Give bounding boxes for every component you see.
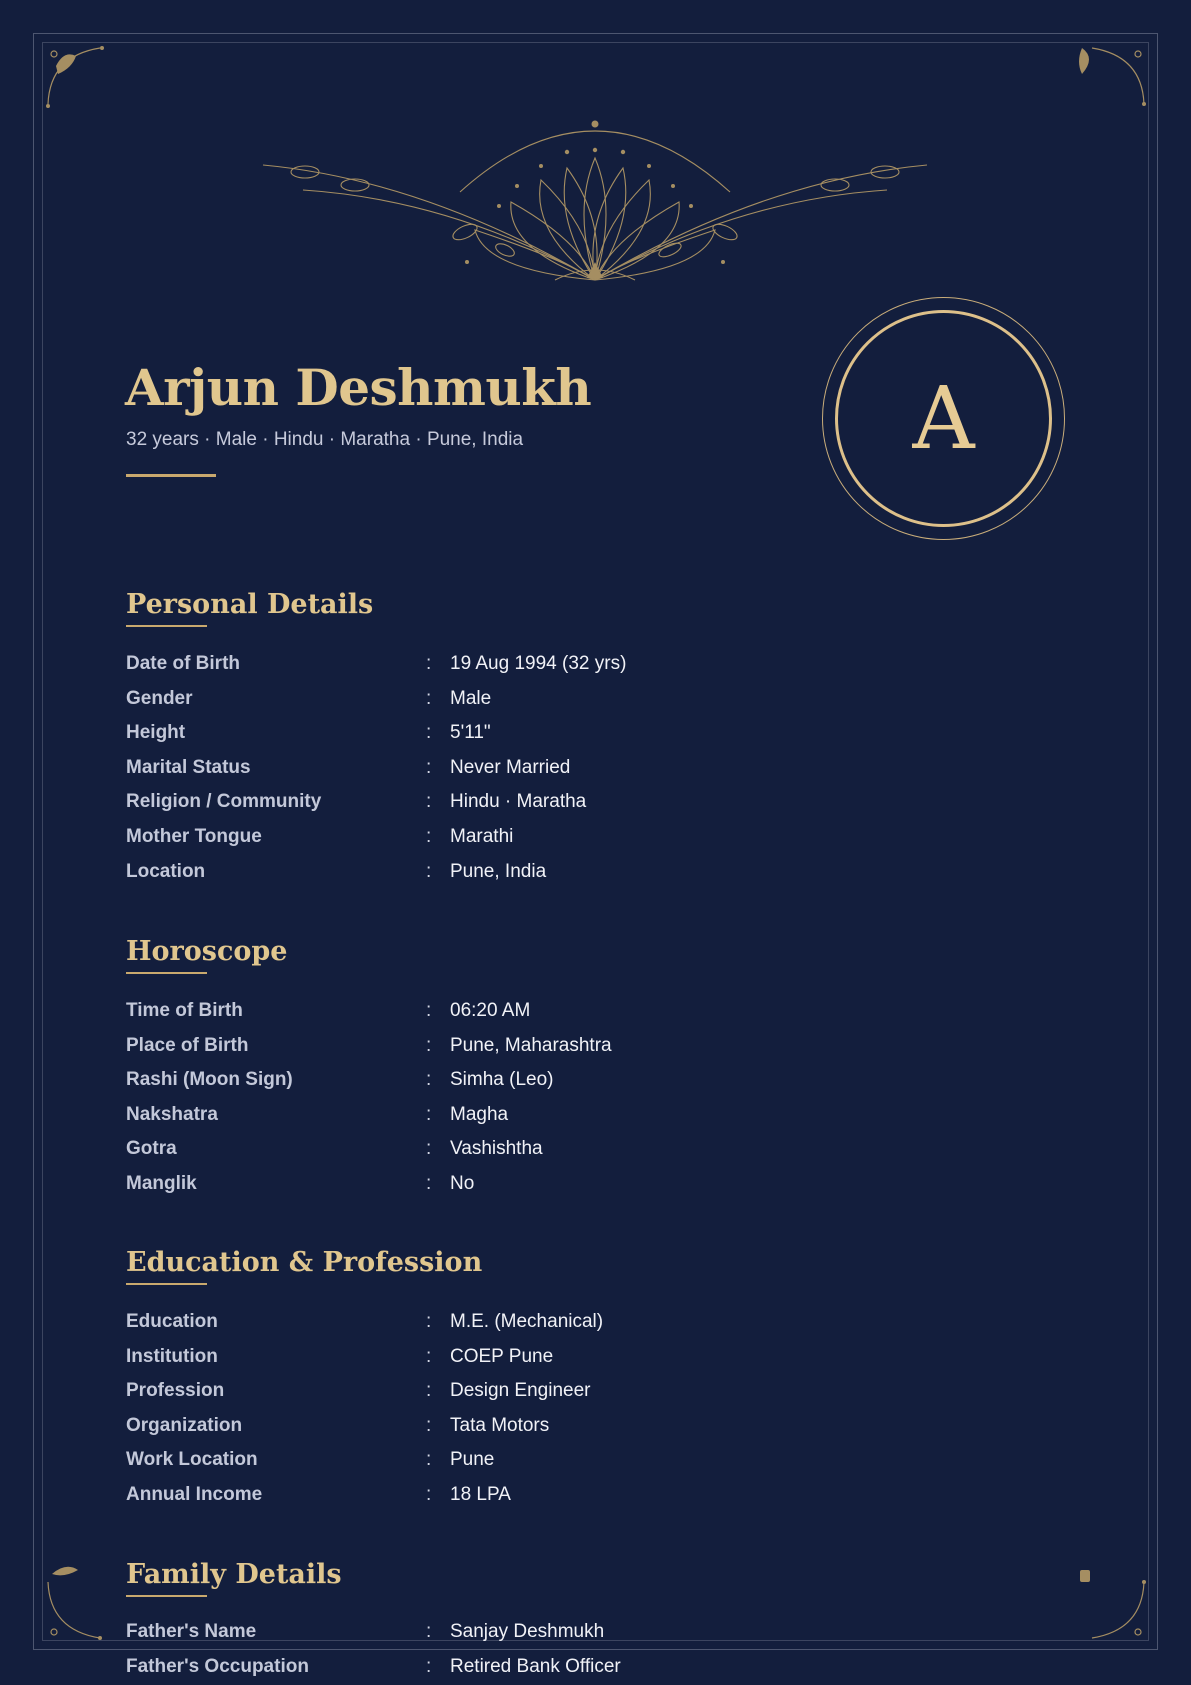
avatar-initial: A <box>912 368 975 469</box>
section-family-details <box>126 1557 1026 1685</box>
detail-row <box>126 1033 1026 1068</box>
separator-colon: : <box>426 1345 432 1367</box>
detail-value: 18 LPA <box>450 1483 511 1505</box>
section-education-profession <box>126 1245 1026 1517</box>
separator-colon: : <box>426 1138 432 1160</box>
section-title: Family Details <box>126 1559 342 1590</box>
separator-colon: : <box>426 1000 432 1021</box>
profile-name: Arjun Deshmukh <box>125 358 592 417</box>
detail-row <box>126 1344 1026 1379</box>
detail-value: M.E. (Mechanical) <box>450 1311 604 1332</box>
detail-row <box>126 686 1026 721</box>
detail-row <box>126 1482 1026 1517</box>
detail-value: Hindu · Maratha <box>450 791 587 813</box>
corner-ornament-icon <box>44 44 124 124</box>
section-divider <box>126 1595 207 1597</box>
detail-label: Gotra <box>126 1138 177 1160</box>
detail-value: Pune, India <box>450 860 547 882</box>
detail-label: Annual Income <box>126 1483 263 1505</box>
detail-value: No <box>450 1172 475 1194</box>
detail-row <box>126 651 1026 686</box>
section-title: Horoscope <box>126 936 288 967</box>
detail-value: Magha <box>450 1103 509 1125</box>
separator-colon: : <box>426 1172 432 1194</box>
name-divider <box>126 474 216 477</box>
separator-colon: : <box>426 1103 432 1125</box>
detail-value: Pune <box>450 1449 495 1471</box>
profile-summary: 32 years · Male · Hindu · Maratha · Pune, India <box>126 429 524 450</box>
detail-value: 5'11" <box>450 722 491 744</box>
separator-colon: : <box>426 1069 432 1091</box>
detail-row <box>126 998 1026 1033</box>
detail-label: Place of Birth <box>126 1034 249 1056</box>
details-list <box>126 998 1026 1206</box>
detail-row <box>126 1619 1026 1654</box>
detail-label: Time of Birth <box>126 1000 243 1021</box>
corner-ornament-icon <box>1068 44 1148 124</box>
details-list <box>126 1619 1026 1685</box>
separator-colon: : <box>426 1311 432 1332</box>
detail-value: Marathi <box>450 825 514 847</box>
detail-label: Mother Tongue <box>126 825 262 847</box>
separator-colon: : <box>426 1380 432 1402</box>
detail-value: Tata Motors <box>450 1414 550 1436</box>
detail-value: Retired Bank Officer <box>450 1655 621 1677</box>
detail-label: Religion / Community <box>126 791 322 813</box>
separator-colon: : <box>426 1034 432 1056</box>
detail-row <box>126 1447 1026 1482</box>
detail-row <box>126 824 1026 859</box>
detail-label: Gender <box>126 687 193 709</box>
detail-value: Simha (Leo) <box>450 1069 554 1091</box>
section-personal-details <box>126 587 1026 893</box>
separator-colon: : <box>426 687 432 709</box>
detail-label: Marital Status <box>126 756 251 778</box>
section-divider <box>126 1283 207 1285</box>
section-title: Personal Details <box>126 589 374 620</box>
avatar <box>835 310 1052 527</box>
separator-colon: : <box>426 1621 432 1642</box>
details-list <box>126 1309 1026 1517</box>
detail-row <box>126 789 1026 824</box>
section-divider <box>126 625 207 627</box>
detail-label: Manglik <box>126 1172 197 1194</box>
detail-value: Never Married <box>450 756 571 778</box>
detail-label: Date of Birth <box>126 653 240 674</box>
detail-value: Male <box>450 687 492 709</box>
detail-label: Profession <box>126 1380 225 1402</box>
separator-colon: : <box>426 1483 432 1505</box>
detail-row <box>126 1171 1026 1206</box>
detail-label: Height <box>126 722 186 744</box>
section-divider <box>126 972 207 974</box>
detail-row <box>126 1309 1026 1344</box>
section-horoscope <box>126 934 1026 1206</box>
detail-value: Pune, Maharashtra <box>450 1034 612 1056</box>
detail-value: 06:20 AM <box>450 1000 531 1021</box>
detail-row <box>126 1413 1026 1448</box>
lotus-flourish-icon <box>255 110 935 290</box>
detail-row <box>126 755 1026 790</box>
detail-value: Sanjay Deshmukh <box>450 1621 605 1642</box>
separator-colon: : <box>426 1655 432 1677</box>
detail-label: Father's Name <box>126 1621 257 1642</box>
details-list <box>126 651 1026 893</box>
detail-label: Work Location <box>126 1449 258 1471</box>
detail-value: Design Engineer <box>450 1380 591 1402</box>
detail-value: 19 Aug 1994 (32 yrs) <box>450 653 627 674</box>
separator-colon: : <box>426 756 432 778</box>
detail-label: Nakshatra <box>126 1103 218 1125</box>
detail-label: Education <box>126 1311 218 1332</box>
corner-ornament-icon <box>44 1562 124 1642</box>
separator-colon: : <box>426 791 432 813</box>
detail-label: Organization <box>126 1414 243 1436</box>
separator-colon: : <box>426 653 432 674</box>
separator-colon: : <box>426 1414 432 1436</box>
detail-row <box>126 720 1026 755</box>
corner-ornament-icon <box>1068 1562 1148 1642</box>
detail-row <box>126 859 1026 894</box>
section-title: Education & Profession <box>126 1247 483 1278</box>
detail-row <box>126 1067 1026 1102</box>
separator-colon: : <box>426 722 432 744</box>
separator-colon: : <box>426 1449 432 1471</box>
detail-value: COEP Pune <box>450 1345 554 1367</box>
separator-colon: : <box>426 825 432 847</box>
detail-row <box>126 1136 1026 1171</box>
detail-row <box>126 1378 1026 1413</box>
separator-colon: : <box>426 860 432 882</box>
detail-row <box>126 1102 1026 1137</box>
detail-value: Vashishtha <box>450 1138 543 1160</box>
detail-label: Father's Occupation <box>126 1655 309 1677</box>
detail-label: Institution <box>126 1345 218 1367</box>
detail-label: Location <box>126 860 206 882</box>
detail-label: Rashi (Moon Sign) <box>126 1069 293 1091</box>
detail-row <box>126 1654 1026 1685</box>
